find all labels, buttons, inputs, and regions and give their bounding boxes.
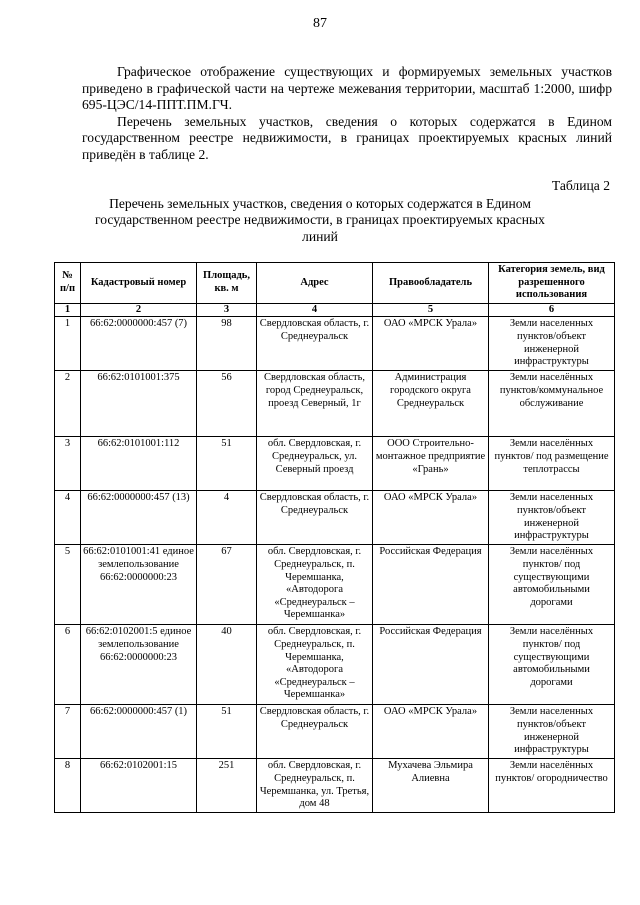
- cadastral-number: 66:62:0000000:457 (1): [81, 705, 197, 759]
- address: Свердловская область, г. Среднеуральск: [257, 491, 373, 545]
- address: обл. Свердловская, г. Среднеуральск, п. Черемшанка, «Автодорога «Среднеуральск – Черемшанка»: [257, 545, 373, 625]
- owner: ОАО «МРСК Урала»: [373, 491, 489, 545]
- row-number: 8: [55, 759, 81, 813]
- row-number: 4: [55, 491, 81, 545]
- cadastral-number: 66:62:0102001:5 единое землепользование 66:62:0000000:23: [81, 625, 197, 705]
- area-value: 98: [197, 317, 257, 371]
- land-category: Земли населённых пунктов/ под размещение теплотрассы: [489, 437, 615, 491]
- cadastral-number: 66:62:0101001:375: [81, 371, 197, 437]
- table-header-row: [55, 263, 615, 304]
- owner: ОАО «МРСК Урала»: [373, 705, 489, 759]
- row-number: 2: [55, 371, 81, 437]
- row-number: 3: [55, 437, 81, 491]
- table-row: [55, 317, 615, 371]
- table-row: [55, 705, 615, 759]
- address: обл. Свердловская, г. Среднеуральск, ул. Северный проезд: [257, 437, 373, 491]
- column-number: 2: [81, 303, 197, 317]
- land-category: Земли населённых пунктов/ под существующими автомобильными дорогами: [489, 545, 615, 625]
- land-category: Земли населённых пунктов/ под существующими автомобильными дорогами: [489, 625, 615, 705]
- land-category: Земли населенных пунктов/объект инженерной инфраструктуры: [489, 491, 615, 545]
- column-number-row: [55, 303, 615, 317]
- row-number: 7: [55, 705, 81, 759]
- owner: Мухачева Эльмира Алиевна: [373, 759, 489, 813]
- address: обл. Свердловская, г. Среднеуральск, п. Черемшанка, ул. Третья, дом 48: [257, 759, 373, 813]
- intro-text: [82, 64, 612, 164]
- address: Свердловская область, г. Среднеуральск: [257, 705, 373, 759]
- land-category: Земли населенных пунктов/объект инженерной инфраструктуры: [489, 317, 615, 371]
- land-category: Земли населённых пунктов/коммунальное обслуживание: [489, 371, 615, 437]
- address: обл. Свердловская, г. Среднеуральск, п. Черемшанка, «Автодорога «Среднеуральск – Черемшанка»: [257, 625, 373, 705]
- row-number: 1: [55, 317, 81, 371]
- intro-paragraph-1: Графическое отображение существующих и формируемых земельных участков приведено в графической части на чертеже межевания территории, масштаб 1:2000, шифр 695-ЦЭС/14-ППТ.ПМ.ГЧ.: [82, 64, 612, 113]
- owner: Администрация городского округа Среднеуральск: [373, 371, 489, 437]
- page-number: 87: [313, 16, 327, 31]
- cadastral-number: 66:62:0101001:112: [81, 437, 197, 491]
- owner: Российская Федерация: [373, 545, 489, 625]
- header-cadastral: Кадастровый номер: [81, 263, 197, 304]
- intro-paragraph-2: Перечень земельных участков, сведения о которых содержатся в Едином государственном реестре недвижимости, в границах проектируемых красных линий приведён в таблице 2.: [82, 113, 612, 162]
- table-row: [55, 437, 615, 491]
- area-value: 40: [197, 625, 257, 705]
- header-category: Категория земель, вид разрешенного использования: [489, 263, 615, 304]
- land-plots-table: [54, 262, 615, 813]
- table-row: [55, 371, 615, 437]
- land-category: Земли населённых пунктов/ огородничество: [489, 759, 615, 813]
- address: Свердловская область, город Среднеуральск, проезд Северный, 1г: [257, 371, 373, 437]
- cadastral-number: 66:62:0101001:41 единое землепользование 66:62:0000000:23: [81, 545, 197, 625]
- owner: ООО Строительно-монтажное предприятие «Грань»: [373, 437, 489, 491]
- header-number: № п/п: [55, 263, 81, 304]
- table-row: [55, 545, 615, 625]
- cadastral-number: 66:62:0102001:15: [81, 759, 197, 813]
- column-number: 4: [257, 303, 373, 317]
- cadastral-number: 66:62:0000000:457 (7): [81, 317, 197, 371]
- area-value: 67: [197, 545, 257, 625]
- area-value: 251: [197, 759, 257, 813]
- area-value: 4: [197, 491, 257, 545]
- header-owner: Правообладатель: [373, 263, 489, 304]
- table-row: [55, 491, 615, 545]
- table-row: [55, 625, 615, 705]
- table-title: Перечень земельных участков, сведения о которых содержатся в Едином государственном реестре недвижимости, в границах проектируемых красных линий: [95, 196, 545, 244]
- column-number: 5: [373, 303, 489, 317]
- row-number: 5: [55, 545, 81, 625]
- cadastral-number: 66:62:0000000:457 (13): [81, 491, 197, 545]
- area-value: 51: [197, 705, 257, 759]
- column-number: 1: [55, 303, 81, 317]
- table-label: Таблица 2: [551, 178, 610, 193]
- column-number: 6: [489, 303, 615, 317]
- row-number: 6: [55, 625, 81, 705]
- table-row: [55, 759, 615, 813]
- area-value: 56: [197, 371, 257, 437]
- column-number: 3: [197, 303, 257, 317]
- owner: ОАО «МРСК Урала»: [373, 317, 489, 371]
- address: Свердловская область, г. Среднеуральск: [257, 317, 373, 371]
- header-address: Адрес: [257, 263, 373, 304]
- land-category: Земли населенных пунктов/объект инженерной инфраструктуры: [489, 705, 615, 759]
- area-value: 51: [197, 437, 257, 491]
- header-area: Площадь, кв. м: [197, 263, 257, 304]
- owner: Российская Федерация: [373, 625, 489, 705]
